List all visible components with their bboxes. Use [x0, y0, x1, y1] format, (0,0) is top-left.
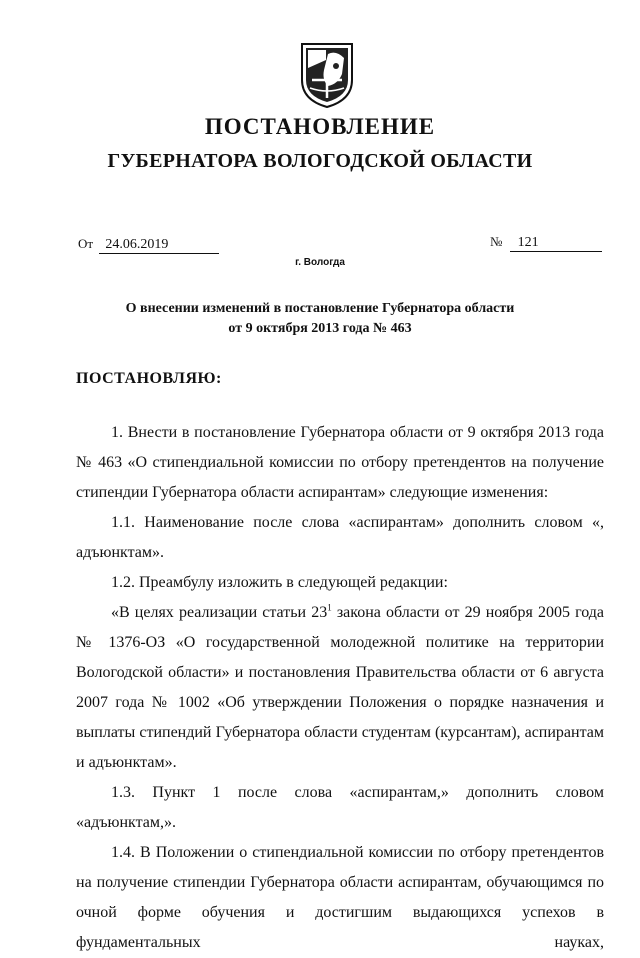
document-title: ПОСТАНОВЛЕНИЕ — [204, 114, 436, 139]
preamble-superscript: 1 — [327, 602, 332, 613]
vologda-coat-of-arms-icon — [298, 40, 356, 110]
preamble-rest: закона области от 29 ноября 2005 года № 1376-ОЗ «О государственной молодежной политике на территории Вологодской области» и постановления Правительства области от 6 августа 2007 года № 1002 «Об утверждении Положения о порядке назначения и выплаты стипендий Губернатора области студентам (курсантам), аспирантам и адъюнктам». — [76, 604, 605, 771]
date-label: От — [78, 236, 94, 251]
number-value: 121 — [510, 235, 602, 252]
document-body — [76, 418, 604, 958]
paragraph-preamble — [76, 598, 604, 778]
number-field — [490, 234, 602, 252]
date-field — [78, 236, 219, 254]
paragraph-1-2: 1.2. Преамбулу изложить в следующей редакции: — [111, 574, 448, 591]
paragraph-1-1: 1.1. Наименование после слова «аспирантам» дополнить словом «, адъюнктам». — [76, 514, 604, 561]
paragraph-1-3: 1.3. Пункт 1 после слова «аспирантам,» дополнить словом «адъюнктам,». — [76, 784, 604, 831]
document-subject — [0, 299, 640, 339]
subject-line-2: от 9 октября 2013 года № 463 — [228, 321, 412, 336]
date-value: 24.06.2019 — [99, 237, 219, 254]
city-label: г. Вологда — [295, 257, 345, 268]
subject-line-1: О внесении изменений в постановление Губернатора области — [125, 301, 515, 316]
document-issuer: ГУБЕРНАТОРА ВОЛОГОДСКОЙ ОБЛАСТИ — [107, 150, 533, 172]
decree-heading: ПОСТАНОВЛЯЮ: — [76, 370, 222, 387]
number-label: № — [490, 234, 503, 249]
paragraph-1: 1. Внести в постановление Губернатора области от 9 октября 2013 года № 463 «О стипендиальной комиссии по отбору претендентов на получение стипендии Губернатора области аспирантам» следующие изменения: — [76, 424, 604, 501]
paragraph-1-4: 1.4. В Положении о стипендиальной комиссии по отбору претендентов на получение стипендии Губернатора области аспирантам, обучающимся по очной форме обучения и достигшим выдающихся успехов в фундаментальных науках, — [76, 844, 604, 951]
preamble-start: «В целях реализации статьи 23 — [111, 604, 328, 621]
